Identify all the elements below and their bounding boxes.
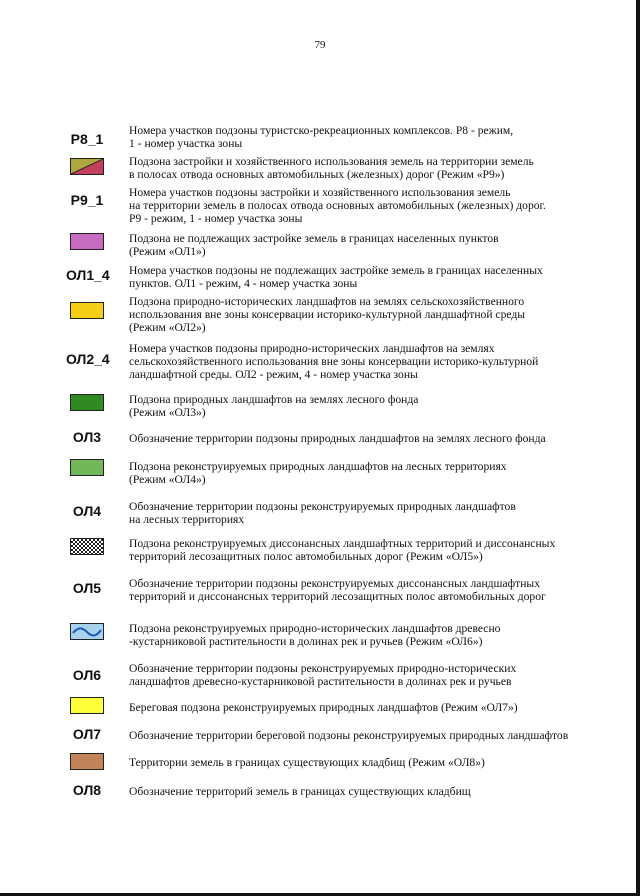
legend-symbol: ОЛ3 [72, 429, 102, 445]
description-line: Обозначение территории подзоны реконструируемых диссонансных ландшафтных [129, 577, 540, 590]
description-line: Номера участков подзоны не подлежащих застройке земель в границах населенных [129, 264, 543, 277]
legend-description [129, 756, 599, 769]
legend-symbol: ОЛ1_4 [66, 267, 110, 283]
legend-symbol: Р9_1 [70, 192, 104, 208]
legend-description [129, 342, 599, 382]
description-line: (Режим «ОЛ2») [129, 321, 206, 335]
legend-symbol: ОЛ6 [72, 667, 102, 683]
legend-description [129, 701, 599, 714]
legend-description [129, 500, 599, 526]
legend-description [129, 232, 599, 258]
description-line: Обозначение территории подзоны реконструируемых природных ландшафтов [129, 500, 516, 513]
magenta-swatch-icon [70, 233, 104, 250]
description-line: территорий лесозащитных полос автомобильных дорог (Режим «ОЛ5») [129, 550, 483, 564]
description-line: территорий и диссонансных территорий лесозащитных полос автомобильных дорог [129, 590, 546, 604]
blue-wave-swatch-icon [70, 623, 104, 640]
yellow-swatch-icon [70, 302, 104, 319]
legend-description [129, 662, 599, 688]
diagonal-two-color-swatch-icon [70, 158, 104, 175]
description-line: -кустарниковой растительности в долинах рек и ручьев (Режим «ОЛ6») [129, 635, 483, 649]
legend-description [129, 577, 599, 603]
description-line: Обозначение территории береговой подзоны реконструируемых природных ландшафтов [129, 729, 569, 742]
description-line: 1 - номер участка зоны [129, 137, 243, 151]
description-line: Р9 - режим, 1 - номер участка зоны [129, 212, 303, 226]
legend-description [129, 155, 599, 181]
legend-symbol: ОЛ2_4 [66, 351, 110, 367]
description-line: на лесных территориях [129, 513, 245, 527]
legend-description [129, 264, 599, 290]
legend-description [129, 295, 599, 335]
legend-symbol: ОЛ5 [72, 580, 102, 596]
checker-pattern-swatch-icon [70, 538, 104, 555]
description-line: Номера участков подзоны туристско-рекреационных комплексов. Р8 - режим, [129, 124, 514, 137]
description-line: Подзона реконструируемых диссонансных ландшафтных территорий и диссонансных [129, 537, 556, 550]
description-line: на территории земель в полосах отвода основных автомобильных (железных) дорог. [129, 199, 546, 213]
legend-description [129, 432, 599, 445]
description-line: сельскохозяйственного использования вне зоны консервации историко-культурной [129, 355, 539, 369]
description-line: Подзона реконструируемых природных ландшафтов на лесных территориях [129, 460, 507, 473]
legend-description [129, 460, 599, 486]
legend-description [129, 537, 599, 563]
brown-swatch-icon [70, 753, 104, 770]
legend-description [129, 124, 599, 150]
legend-symbol: ОЛ7 [72, 726, 102, 742]
description-line: Подзона застройки и хозяйственного использования земель на территории земель [129, 155, 534, 168]
description-line: использования вне зоны консервации историко-культурной ландшафтной среды [129, 308, 526, 322]
description-line: Подзона природных ландшафтов на землях лесного фонда [129, 393, 419, 406]
description-line: Обозначение территории подзоны реконструируемых природно-исторических [129, 662, 517, 675]
description-line: ландшафтов древесно-кустарниковой растительности в долинах рек и ручьев [129, 675, 512, 689]
description-line: Обозначение территорий земель в границах существующих кладбищ [129, 785, 471, 798]
description-line: Подзона природно-исторических ландшафтов на землях сельскохозяйственного [129, 295, 525, 308]
description-line: ландшафтной среды. ОЛ2 - режим, 4 - номер участка зоны [129, 368, 418, 382]
legend-description [129, 393, 599, 419]
legend-description [129, 729, 599, 742]
legend-description [129, 186, 599, 226]
description-line: (Режим «ОЛ4») [129, 473, 206, 487]
description-line: Номера участков подзоны застройки и хозяйственного использования земель [129, 186, 511, 199]
description-line: Подзона не подлежащих застройке земель в границах населенных пунктов [129, 232, 499, 245]
bright-yellow-swatch-icon [70, 697, 104, 714]
description-line: (Режим «ОЛ3») [129, 406, 206, 420]
legend-description [129, 785, 599, 798]
light-green-swatch-icon [70, 459, 104, 476]
description-line: Подзона реконструируемых природно-исторических ландшафтов древесно [129, 622, 501, 635]
legend-symbol: ОЛ8 [72, 782, 102, 798]
dark-green-swatch-icon [70, 394, 104, 411]
legend-symbol: Р8_1 [70, 131, 104, 147]
legend-symbol: ОЛ4 [72, 503, 102, 519]
description-line: пунктов. ОЛ1 - режим, 4 - номер участка зоны [129, 277, 358, 291]
description-line: (Режим «ОЛ1») [129, 245, 206, 259]
legend-description [129, 622, 599, 648]
description-line: Обозначение территории подзоны природных ландшафтов на землях лесного фонда [129, 432, 546, 445]
page-frame-right-edge [636, 0, 640, 896]
description-line: Территории земель в границах существующих кладбищ (Режим «ОЛ8») [129, 756, 485, 769]
page-number: 79 [314, 39, 326, 51]
description-line: в полосах отвода основных автомобильных (железных) дорог (Режим «Р9») [129, 168, 505, 182]
description-line: Номера участков подзоны природно-исторических ландшафтов на землях [129, 342, 495, 355]
description-line: Береговая подзона реконструируемых природных ландшафтов (Режим «ОЛ7») [129, 701, 518, 714]
